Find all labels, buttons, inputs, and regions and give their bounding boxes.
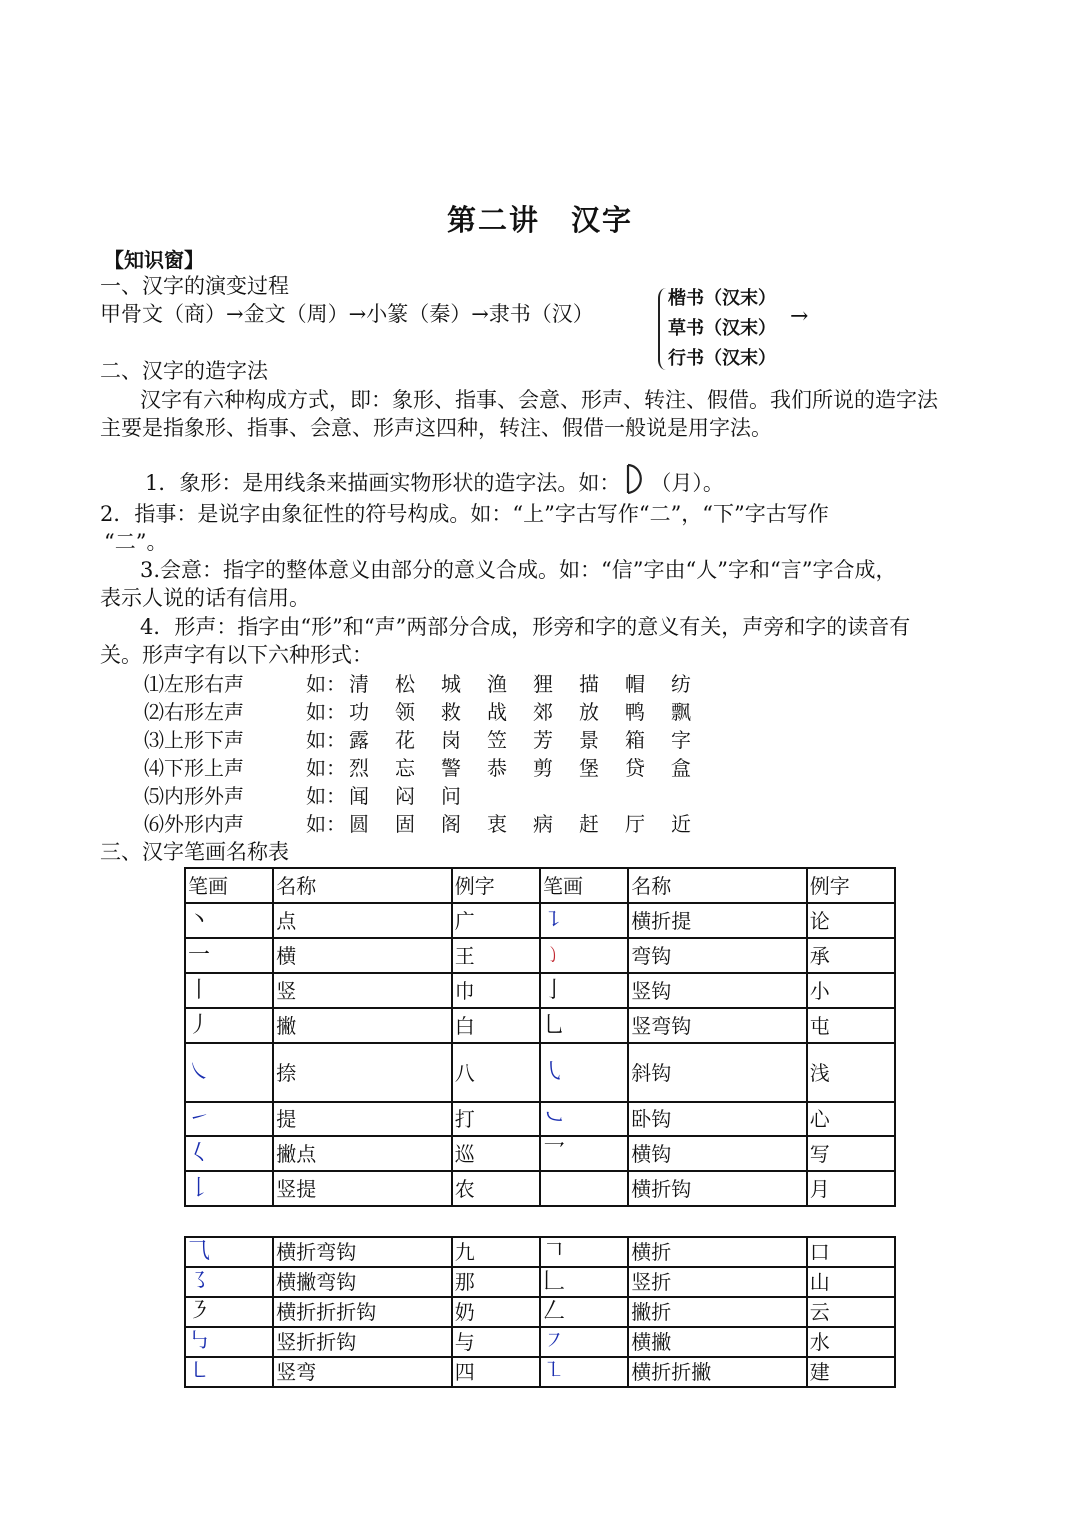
form-example-char: 功	[349, 700, 369, 724]
example-char: 广	[452, 903, 540, 938]
form-example-prefix: 如：	[306, 728, 346, 752]
form-label: ⑵右形左声	[144, 700, 244, 724]
table-row	[185, 938, 895, 973]
form-example-char: 贷	[625, 756, 645, 780]
form-label: ⑹外形内声	[144, 812, 244, 836]
form-label: ⑸内形外声	[144, 784, 244, 808]
stroke-glyph: 丶	[185, 903, 273, 938]
item1-text: 1．象形：是用线条来描画实物形状的造字法。如：	[145, 471, 621, 495]
item3-line2: 表示人说的话有信用。	[100, 586, 310, 610]
form-example-char: 露	[349, 728, 369, 752]
column-header: 名称	[628, 868, 807, 903]
stroke-name: 竖提	[273, 1171, 452, 1206]
table-row	[185, 1327, 895, 1357]
form-example-char: 描	[579, 672, 599, 696]
form-example-prefix: 如：	[306, 784, 346, 808]
stroke-glyph: ㇉	[185, 1327, 273, 1357]
stroke-glyph: ㇄	[185, 1357, 273, 1387]
stroke-glyph: ㇏	[185, 1043, 273, 1102]
branch-arrow: →	[790, 304, 809, 329]
form-example-char: 放	[579, 700, 599, 724]
example-char: 打	[452, 1102, 540, 1136]
stroke-glyph: 𠃊	[540, 1267, 628, 1297]
example-char: 口	[807, 1237, 895, 1267]
table-header-row	[185, 868, 895, 903]
stroke-name: 横折钩	[628, 1171, 807, 1206]
example-char: 巾	[452, 973, 540, 1008]
example-char: 与	[452, 1327, 540, 1357]
stroke-name: 竖折	[628, 1267, 807, 1297]
form-example-char: 景	[579, 728, 599, 752]
stroke-glyph: ㇇	[540, 1327, 628, 1357]
form-example-char: 笠	[487, 728, 507, 752]
item4-line1: 4．形声：指字由“形”和“声”两部分合成，形旁和字的意义有关，声旁和字的读音有	[140, 615, 911, 639]
form-example-char: 救	[441, 700, 461, 724]
stroke-glyph: ㇌	[185, 1267, 273, 1297]
table-row	[185, 1237, 895, 1267]
form-example-char: 纺	[671, 672, 691, 696]
stroke-name: 竖折折钩	[273, 1327, 452, 1357]
stroke-glyph: ㇅	[540, 1357, 628, 1387]
stroke-glyph: 𠃋	[540, 1297, 628, 1327]
item1-suffix: （月）。	[650, 471, 724, 495]
form-example-char: 忘	[395, 756, 415, 780]
stroke-name: 点	[273, 903, 452, 938]
example-char: 心	[807, 1102, 895, 1136]
example-char: 写	[807, 1136, 895, 1171]
knowledge-window-heading: 【知识窗】	[104, 248, 204, 272]
form-example-char: 飘	[671, 700, 691, 724]
stroke-glyph: 𠄌	[185, 1171, 273, 1206]
column-header: 例字	[807, 868, 895, 903]
example-char: 云	[807, 1297, 895, 1327]
item2-line1: 2．指事：是说字由象征性的符号构成。如：“上”字古写作“二”，“下”字古写作	[100, 502, 829, 526]
stroke-glyph: ㇃	[540, 1102, 628, 1136]
table-row	[185, 1136, 895, 1171]
section1-heading: 一、汉字的演变过程	[100, 274, 289, 298]
example-char: 浅	[807, 1043, 895, 1102]
example-char: 建	[807, 1357, 895, 1387]
stroke-glyph	[540, 1171, 628, 1206]
example-char: 那	[452, 1267, 540, 1297]
stroke-table-2	[184, 1236, 896, 1388]
form-example-char: 渔	[487, 672, 507, 696]
table-row	[185, 1357, 895, 1387]
stroke-table-1	[184, 867, 896, 1207]
table-row	[185, 903, 895, 938]
form-example-char: 固	[395, 812, 415, 836]
item2-line2: “二”。	[104, 530, 168, 554]
example-char: 九	[452, 1237, 540, 1267]
example-char: 承	[807, 938, 895, 973]
stroke-glyph: ㇊	[540, 903, 628, 938]
stroke-glyph: 丿	[185, 1008, 273, 1043]
stroke-name: 竖	[273, 973, 452, 1008]
stroke-glyph: 丨	[185, 973, 273, 1008]
form-example-char: 芳	[533, 728, 553, 752]
stroke-name: 竖钩	[628, 973, 807, 1008]
stroke-name: 提	[273, 1102, 452, 1136]
stroke-name: 竖弯钩	[628, 1008, 807, 1043]
stroke-name: 撇折	[628, 1297, 807, 1327]
column-header: 笔画	[540, 868, 628, 903]
form-example-char: 盒	[671, 756, 691, 780]
example-char: 白	[452, 1008, 540, 1043]
form-example-char: 岗	[441, 728, 461, 752]
stroke-name: 横	[273, 938, 452, 973]
table-row	[185, 1171, 895, 1206]
table-row	[185, 1043, 895, 1102]
form-example-char: 城	[441, 672, 461, 696]
stroke-name: 撇	[273, 1008, 452, 1043]
example-char: 论	[807, 903, 895, 938]
form-example-char: 松	[395, 672, 415, 696]
form-example-char: 堡	[579, 756, 599, 780]
stroke-name: 卧钩	[628, 1102, 807, 1136]
form-example-char: 清	[349, 672, 369, 696]
stroke-name: 弯钩	[628, 938, 807, 973]
stroke-glyph: 𠃍	[540, 1237, 628, 1267]
form-example-char: 近	[671, 812, 691, 836]
form-example-char: 战	[487, 700, 507, 724]
form-example-char: 厅	[625, 812, 645, 836]
form-example-char: 阁	[441, 812, 461, 836]
example-char: 八	[452, 1043, 540, 1102]
example-char: 奶	[452, 1297, 540, 1327]
branch-kaishu: 楷书（汉末）	[668, 288, 776, 309]
form-example-char: 闻	[349, 784, 369, 808]
stroke-name: 捺	[273, 1043, 452, 1102]
form-example-char: 领	[395, 700, 415, 724]
form-example-char: 闷	[395, 784, 415, 808]
form-example-char: 烈	[349, 756, 369, 780]
stroke-name: 竖弯	[273, 1357, 452, 1387]
form-example-char: 问	[441, 784, 461, 808]
stroke-glyph: 一	[185, 938, 273, 973]
form-example-char: 帽	[625, 672, 645, 696]
item1-line	[145, 462, 724, 497]
form-label: ⑶上形下声	[144, 728, 244, 752]
column-header: 例字	[452, 868, 540, 903]
section3-heading: 三、汉字笔画名称表	[100, 840, 289, 864]
form-example-prefix: 如：	[306, 700, 346, 724]
stroke-name: 横折	[628, 1237, 807, 1267]
moon-pictograph-icon	[622, 462, 648, 496]
form-example-char: 箱	[625, 728, 645, 752]
form-example-prefix: 如：	[306, 812, 346, 836]
evolution-chain: 甲骨文（商）→金文（周）→小篆（秦）→隶书（汉）	[100, 302, 594, 326]
example-char: 王	[452, 938, 540, 973]
stroke-glyph: ㇂	[540, 1043, 628, 1102]
stroke-glyph: ㇋	[185, 1297, 273, 1327]
branch-xingshu: 行书（汉末）	[668, 348, 776, 369]
table-row	[185, 1267, 895, 1297]
example-char: 山	[807, 1267, 895, 1297]
item4-line2: 关。形声字有以下六种形式：	[100, 643, 373, 667]
section2-heading: 二、汉字的造字法	[100, 359, 268, 383]
column-header: 名称	[273, 868, 452, 903]
stroke-name: 斜钩	[628, 1043, 807, 1102]
form-example-char: 衷	[487, 812, 507, 836]
intro-line2: 主要是指象形、指事、会意、形声这四种，转注、假借一般说是用字法。	[100, 416, 772, 440]
form-example-char: 花	[395, 728, 415, 752]
example-char: 水	[807, 1327, 895, 1357]
form-example-char: 赶	[579, 812, 599, 836]
stroke-name: 横撇	[628, 1327, 807, 1357]
form-example-char: 圆	[349, 812, 369, 836]
stroke-glyph: ㇀	[185, 1102, 273, 1136]
table-row	[185, 1102, 895, 1136]
form-example-char: 剪	[533, 756, 553, 780]
form-example-prefix: 如：	[306, 672, 346, 696]
stroke-name: 横折提	[628, 903, 807, 938]
form-example-char: 郊	[533, 700, 553, 724]
form-example-char: 字	[671, 728, 691, 752]
form-example-prefix: 如：	[306, 756, 346, 780]
table-row	[185, 1008, 895, 1043]
brace-icon	[658, 288, 667, 370]
form-label: ⑷下形上声	[144, 756, 244, 780]
form-example-char: 病	[533, 812, 553, 836]
form-example-char: 警	[441, 756, 461, 780]
form-label: ⑴左形右声	[144, 672, 244, 696]
example-char: 农	[452, 1171, 540, 1206]
stroke-glyph: ㇁	[540, 938, 628, 973]
stroke-name: 横撇弯钩	[273, 1267, 452, 1297]
stroke-glyph: 乚	[540, 1008, 628, 1043]
stroke-name: 横钩	[628, 1136, 807, 1171]
stroke-glyph: 乛	[540, 1136, 628, 1171]
stroke-glyph: ⺄	[185, 1237, 273, 1267]
item3-line1: 3.会意：指字的整体意义由部分的意义合成。如：“信”字由“人”字和“言”字合成，	[140, 558, 897, 582]
stroke-name: 横折弯钩	[273, 1237, 452, 1267]
branch-caoshu: 草书（汉末）	[668, 318, 776, 339]
example-char: 月	[807, 1171, 895, 1206]
example-char: 巡	[452, 1136, 540, 1171]
example-char: 屯	[807, 1008, 895, 1043]
stroke-name: 撇点	[273, 1136, 452, 1171]
form-example-char: 狸	[533, 672, 553, 696]
intro-line1: 汉字有六种构成方式，即：象形、指事、会意、形声、转注、假借。我们所说的造字法	[140, 388, 938, 412]
form-example-char: 恭	[487, 756, 507, 780]
stroke-glyph: 𡿨	[185, 1136, 273, 1171]
stroke-name: 横折折折钩	[273, 1297, 452, 1327]
example-char: 四	[452, 1357, 540, 1387]
table-row	[185, 973, 895, 1008]
page-title: 第二讲 汉字	[446, 203, 633, 237]
column-header: 笔画	[185, 868, 273, 903]
table-row	[185, 1297, 895, 1327]
form-example-char: 鸭	[625, 700, 645, 724]
example-char: 小	[807, 973, 895, 1008]
stroke-glyph: 亅	[540, 973, 628, 1008]
stroke-name: 横折折撇	[628, 1357, 807, 1387]
